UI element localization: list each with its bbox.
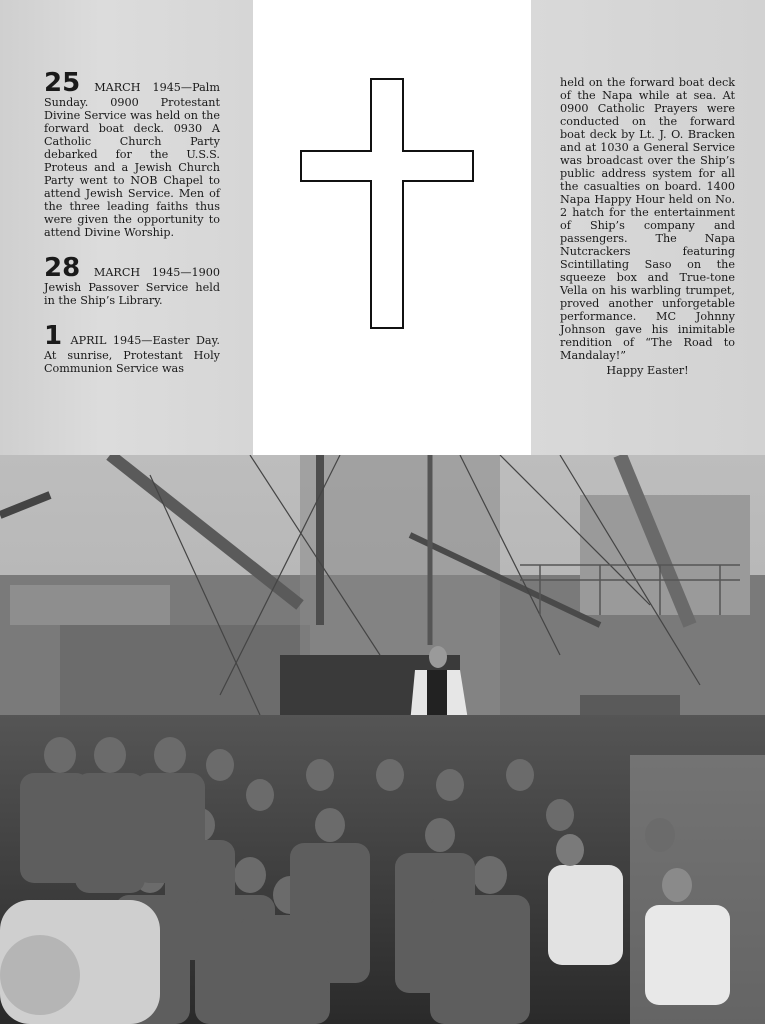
entry-date: APRIL 1945—Easter Day. <box>70 334 220 347</box>
entry-april-1 <box>44 323 220 375</box>
left-column <box>44 70 220 391</box>
entry-body: At sunrise, Protestant Holy Communion Service was <box>44 349 220 375</box>
entry-body: Sunday. 0900 Protestant Divine Service was held on the forward boat deck. 0930 A Catholic Church Party debarked for the U.S.S. Proteus and a Jewish Church Party went to NOB Chapel to attend Jewish Service. Men of the three leading faiths thus were given the opportunity to attend Divine Worship. <box>44 96 220 239</box>
entry-march-28 <box>44 255 220 307</box>
right-column <box>560 76 735 377</box>
entry-day: 1 <box>44 321 63 351</box>
closing-line: Happy Easter! <box>606 364 689 377</box>
photo-illustration <box>0 455 765 1024</box>
entry-date: MARCH 1945—1900 <box>93 266 220 279</box>
entry-date: MARCH 1945—Palm <box>94 81 220 94</box>
entry-body: Jewish Passover Service held in the Ship’s Library. <box>44 281 220 307</box>
cross-panel <box>253 0 531 455</box>
entry-day: 25 <box>44 68 81 98</box>
right-column-body: held on the forward boat deck of the Napa while at sea. At 0900 Catholic Prayers were conducted on the forward boat deck by Lt. J. O. Bracken and at 1030 a General Service was broadcast over the Ship’s public address system for all the casualties on board. 1400 Napa Happy Hour held on No. 2 hatch for the entertainment of Ship’s company and passengers. The Napa Nutcrackers featuring Scintillating Saso on the squeeze box and True-tone Vella on his warbling trumpet, proved another unforgetable performance. MC Johnny Johnson gave his inimitable rendition of “The Road to Mandalay!” <box>560 76 735 362</box>
cross-icon <box>300 78 476 330</box>
entry-day: 28 <box>44 253 81 283</box>
easter-service-photo <box>0 455 765 1024</box>
entry-march-25 <box>44 70 220 239</box>
